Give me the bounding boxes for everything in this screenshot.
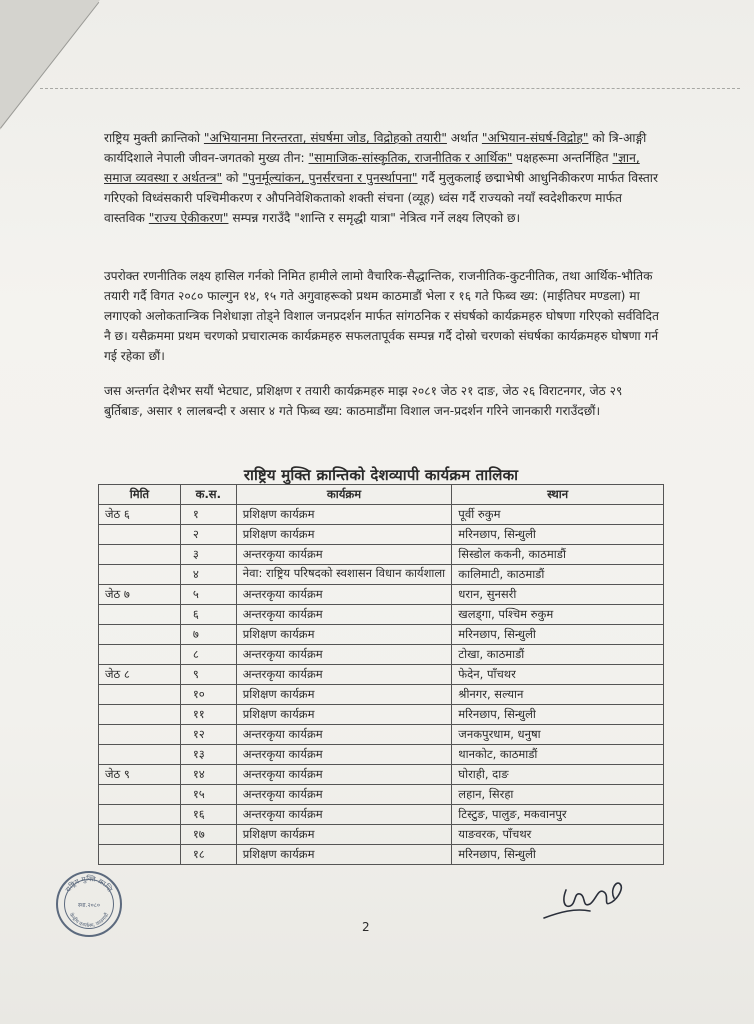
cell-serial: १२ xyxy=(180,725,236,745)
table-row xyxy=(99,505,664,525)
table-row xyxy=(99,585,664,605)
paragraph-preparation: उपरोक्त रणनीतिक लक्ष्य हासिल गर्नको निमित हामीले लामो वैचारिक-सैद्धान्तिक, राजनीतिक-कुटनीतिक, तथा आर्थिक-भौतिक तयारी गर्दै विगत २०८० फाल्गुन १४, १५ गते अगुवाहरूको प्रथम काठमाडौं भेला र १६ गते फिब्व ख्य: (माईतिघर मण्डला) मा लगाएको अलोकतान्त्रिक निशेधाज्ञा तोड्ने विशाल जनप्रदर्शन मार्फत सांगठनिक र संघर्षको कार्यक्रमहरु घोषणा गरिएको सर्वविदित नै छ। यसैक्रममा प्रथम चरणको प्रचारात्मक कार्यक्रमहरु सफलतापूर्वक सम्पन्न गर्दै दोस्रो चरणको संघर्षका कार्यक्रमहरु घोषणा गर्न गई रहेका छौं। xyxy=(104,269,659,363)
cell-place: जनकपुरधाम, धनुषा xyxy=(452,725,664,745)
table-row xyxy=(99,525,664,545)
program-schedule-table xyxy=(98,484,664,865)
cell-program: अन्तरकृया कार्यक्रम xyxy=(236,745,452,765)
cell-date: जेठ ८ xyxy=(99,665,181,685)
cell-serial: ४ xyxy=(180,565,236,585)
svg-text:स्था.२०८०: स्था.२०८० xyxy=(78,902,100,909)
cell-serial: ९ xyxy=(180,665,236,685)
table-row xyxy=(99,725,664,745)
table-row xyxy=(99,805,664,825)
cell-serial: ८ xyxy=(180,645,236,665)
table-row xyxy=(99,765,664,785)
cell-program: प्रशिक्षण कार्यक्रम xyxy=(236,505,452,525)
cell-serial: ११ xyxy=(180,705,236,725)
paragraph-announcement: जस अन्तर्गत देशैभर सयौं भेटघाट, प्रशिक्षण र तयारी कार्यक्रमहरु माझ २०८१ जेठ २१ दाङ, जेठ २६ विराटनगर, जेठ २९ बुर्तिबाङ, असार १ लालबन्दी र असार ४ गते फिब्व ख्य: काठमाडौंमा विशाल जन-प्रदर्शन गरिने जानकारी गराउँदछौं। xyxy=(104,384,623,418)
table-row xyxy=(99,625,664,645)
cell-program: अन्तरकृया कार्यक्रम xyxy=(236,645,452,665)
cell-program: प्रशिक्षण कार्यक्रम xyxy=(236,845,452,865)
cell-date xyxy=(99,825,181,845)
table-row xyxy=(99,645,664,665)
svg-text:राष्ट्रिय मुक्ति क्रान्ति: राष्ट्रिय मुक्ति क्रान्ति xyxy=(64,874,114,894)
table-row xyxy=(99,745,664,765)
cell-place: मरिनछाप, सिन्धुली xyxy=(452,625,664,645)
paragraph-objectives: राष्ट्रिय मुक्ती क्रान्तिको "अभियानमा निरन्तरता, संघर्षमा जोड, विद्रोहको तयारी" अर्थात "अभियान-संघर्ष-विद्रोह" को त्रि-आङ्गी कार्यदिशाले नेपाली जीवन-जगतको मुख्य तीन: "सामाजिक-सांस्कृतिक, राजनीतिक र आर्थिक" पक्षहरूमा अन्तर्निहित "ज्ञान, समाज व्यवस्था र अर्थतन्त्र" को "पुनर्मूल्यांकन, पुनर्संरचना र पुनर्स्थापना" गर्दै मुलुकलाई छद्माभेषी आधुनिकीकरण मार्फत विस्तार गरिएको विध्वंसकारी पश्चिमीकरण र औपनिवेशिकताको शक्ती संचना (व्यूह) ध्वंस गर्दै राज्यको नयाँ स्वदेशीकरण मार्फत वास्तविक "राज्य ऐकीकरण" सम्पन्न गराउँदै "शान्ति र समृद्धी यात्रा" नेत्रित्व गर्ने लक्ष्य लिएको छ। xyxy=(104,131,658,225)
table-header-row xyxy=(99,485,664,505)
table-row xyxy=(99,825,664,845)
cell-program: प्रशिक्षण कार्यक्रम xyxy=(236,625,452,645)
table-row xyxy=(99,545,664,565)
cell-place: टिस्टुङ, पालुङ, मकवानपुर xyxy=(452,805,664,825)
cell-place: फेदेन, पाँचथर xyxy=(452,665,664,685)
cell-date xyxy=(99,545,181,565)
cell-place: टोखा, काठमाडौं xyxy=(452,645,664,665)
cell-program: अन्तरकृया कार्यक्रम xyxy=(236,725,452,745)
handwritten-signature xyxy=(540,878,630,928)
cell-serial: १५ xyxy=(180,785,236,805)
table-row xyxy=(99,785,664,805)
cell-program: प्रशिक्षण कार्यक्रम xyxy=(236,525,452,545)
cell-place: याङवरक, पाँचथर xyxy=(452,825,664,845)
cell-program: अन्तरकृया कार्यक्रम xyxy=(236,585,452,605)
header-date: मिति xyxy=(99,485,181,505)
cell-date xyxy=(99,705,181,725)
cell-program: प्रशिक्षण कार्यक्रम xyxy=(236,705,452,725)
cell-place: घोराही, दाङ xyxy=(452,765,664,785)
cell-date xyxy=(99,645,181,665)
cell-date xyxy=(99,725,181,745)
cell-serial: १ xyxy=(180,505,236,525)
cell-serial: ७ xyxy=(180,625,236,645)
cell-program: अन्तरकृया कार्यक्रम xyxy=(236,545,452,565)
cell-program: नेवा: राष्ट्रिय परिषदको स्वशासन विधान कार्यशाला xyxy=(236,565,452,585)
cell-program: प्रशिक्षण कार्यक्रम xyxy=(236,685,452,705)
cell-date xyxy=(99,625,181,645)
cell-program: अन्तरकृया कार्यक्रम xyxy=(236,805,452,825)
cell-place: खलड्गा, पश्चिम रुकुम xyxy=(452,605,664,625)
cell-place: थानकोट, काठमाडौं xyxy=(452,745,664,765)
cell-serial: १४ xyxy=(180,765,236,785)
cell-serial: १६ xyxy=(180,805,236,825)
header-program: कार्यक्रम xyxy=(236,485,452,505)
cell-date xyxy=(99,805,181,825)
cell-place: मरिनछाप, सिन्धुली xyxy=(452,845,664,865)
cell-date xyxy=(99,525,181,545)
table-row xyxy=(99,565,664,585)
svg-text:केन्द्रीय कार्यालय, काठमाडौं: केन्द्रीय कार्यालय, काठमाडौं xyxy=(67,912,111,930)
cell-place: मरिनछाप, सिन्धुली xyxy=(452,525,664,545)
cell-date: जेठ ६ xyxy=(99,505,181,525)
cell-program: अन्तरकृया कार्यक्रम xyxy=(236,605,452,625)
cell-date: जेठ ९ xyxy=(99,765,181,785)
cell-date xyxy=(99,845,181,865)
cell-date xyxy=(99,745,181,765)
cell-serial: १३ xyxy=(180,745,236,765)
table-row xyxy=(99,665,664,685)
cell-place: सिस्डोल ककनी, काठमाडौं xyxy=(452,545,664,565)
page-number: 2 xyxy=(362,920,370,934)
cell-serial: १० xyxy=(180,685,236,705)
table-title: राष्ट्रिय मुक्ति क्रान्तिको देशव्यापी कार्यक्रम तालिका xyxy=(243,466,519,484)
cell-serial: ५ xyxy=(180,585,236,605)
cell-program: अन्तरकृया कार्यक्रम xyxy=(236,665,452,685)
cell-serial: ६ xyxy=(180,605,236,625)
table-row xyxy=(99,845,664,865)
cell-place: मरिनछाप, सिन्धुली xyxy=(452,705,664,725)
cell-date xyxy=(99,605,181,625)
cell-serial: २ xyxy=(180,525,236,545)
header-serial: क.स. xyxy=(180,485,236,505)
cell-serial: ३ xyxy=(180,545,236,565)
cell-program: प्रशिक्षण कार्यक्रम xyxy=(236,825,452,845)
cell-date: जेठ ७ xyxy=(99,585,181,605)
organization-stamp xyxy=(56,871,122,937)
cell-date xyxy=(99,685,181,705)
table-row xyxy=(99,605,664,625)
cell-place: श्रीनगर, सल्यान xyxy=(452,685,664,705)
table-row xyxy=(99,685,664,705)
cell-program: अन्तरकृया कार्यक्रम xyxy=(236,785,452,805)
cell-serial: १७ xyxy=(180,825,236,845)
cell-program: अन्तरकृया कार्यक्रम xyxy=(236,765,452,785)
top-divider xyxy=(40,88,740,89)
cell-place: लहान, सिरहा xyxy=(452,785,664,805)
cell-place: धरान, सुनसरी xyxy=(452,585,664,605)
cell-date xyxy=(99,785,181,805)
header-place: स्थान xyxy=(452,485,664,505)
cell-date xyxy=(99,565,181,585)
cell-place: कालिमाटी, काठमाडौं xyxy=(452,565,664,585)
table-row xyxy=(99,705,664,725)
cell-serial: १८ xyxy=(180,845,236,865)
cell-place: पूर्वी रुकुम xyxy=(452,505,664,525)
